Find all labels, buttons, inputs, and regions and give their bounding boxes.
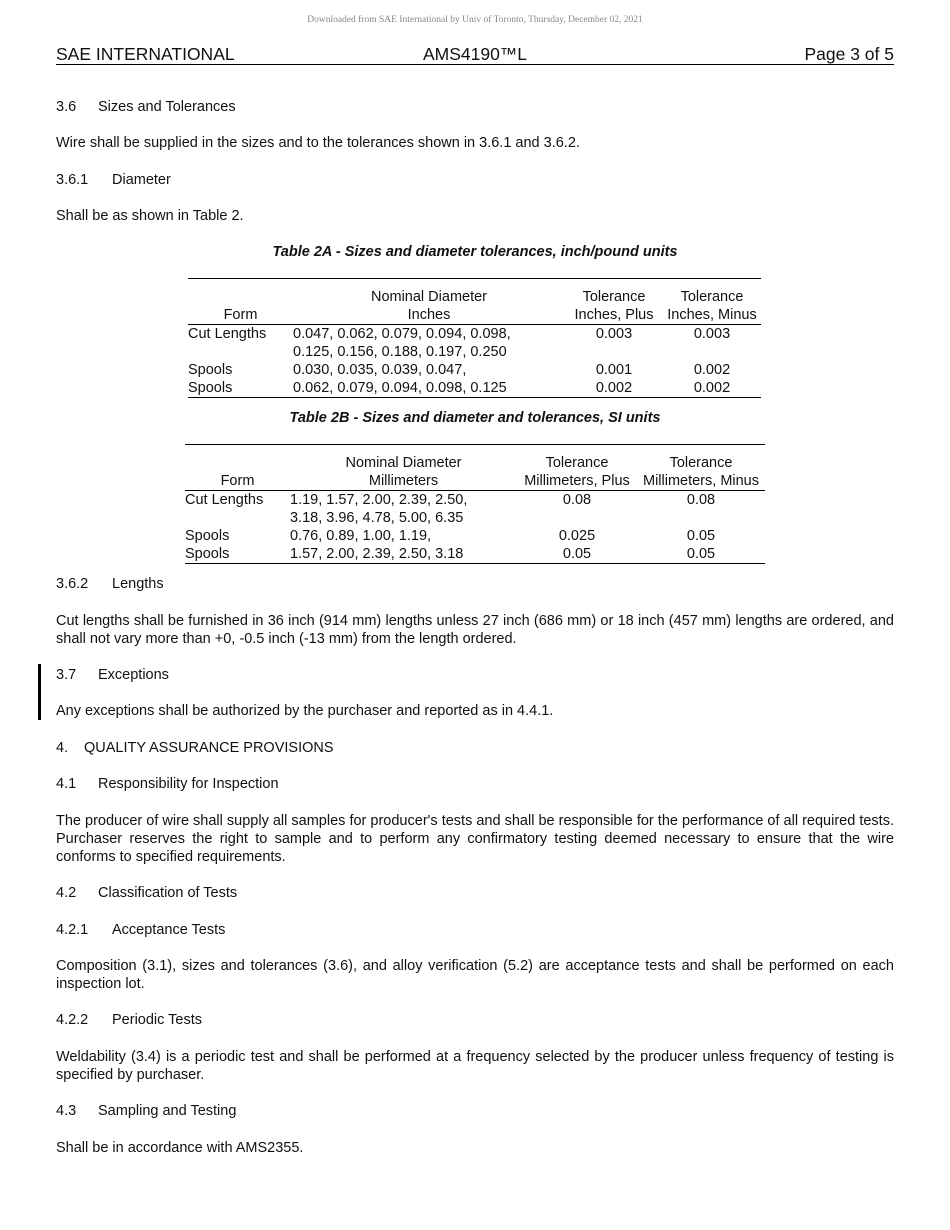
col-header-tol-plus: Tolerance: [582, 289, 646, 305]
heading-4-2-1: [56, 921, 894, 939]
tol-minus-cell: 0.05: [686, 528, 716, 544]
form-cell: Cut Lengths: [185, 492, 264, 508]
col-header-diameter-unit: Inches: [293, 306, 565, 325]
diameter-cell: 1.57, 2.00, 2.39, 2.50, 3.18: [290, 545, 517, 564]
download-watermark: Downloaded from SAE International by Univ of Toronto, Thursday, December 02, 2021: [307, 15, 643, 25]
section-number: 4.2: [56, 885, 77, 901]
tol-plus-cell: 0.001: [595, 362, 633, 378]
diameter-cell: 0.030, 0.035, 0.039, 0.047,: [293, 362, 467, 378]
section-title: Periodic Tests: [112, 1012, 202, 1028]
diameter-cell: 1.19, 1.57, 2.00, 2.39, 2.50, 3.18, 3.96, 4.78, 5.00, 6.35: [290, 492, 468, 526]
form-cell: Spools: [188, 379, 293, 398]
form-cell: Spools: [185, 545, 290, 564]
section-title: QUALITY ASSURANCE PROVISIONS: [84, 740, 334, 756]
section-number: 4.3: [56, 1103, 77, 1119]
revision-change-bar: [38, 664, 41, 720]
tol-plus-cell: 0.003: [595, 326, 633, 342]
tol-plus-cell: 0.08: [562, 492, 592, 508]
section-title: Diameter: [112, 172, 171, 188]
section-title: Sizes and Tolerances: [98, 99, 236, 115]
section-title: Exceptions: [98, 667, 169, 683]
form-cell: Spools: [185, 528, 230, 544]
page-header: [56, 44, 894, 65]
tol-plus-cell: 0.05: [517, 545, 637, 564]
col-header-form: Form: [188, 306, 293, 325]
section-title: Responsibility for Inspection: [98, 776, 279, 792]
tol-minus-cell: 0.05: [637, 545, 765, 564]
heading-3-6-1: [56, 171, 894, 189]
form-cell: Cut Lengths: [188, 326, 267, 342]
para-3-6: Wire shall be supplied in the sizes and to the tolerances shown in 3.6.1 and 3.6.2.: [56, 135, 580, 151]
table-row: [188, 325, 761, 362]
section-number: 4.: [56, 740, 69, 756]
col-header-tol-minus-unit: Inches, Minus: [663, 306, 761, 325]
heading-4-2-2: [56, 1011, 894, 1029]
col-header-tol-minus: Tolerance: [669, 455, 733, 471]
section-number: 3.6.2: [56, 576, 89, 592]
table-row: [185, 527, 765, 545]
col-header-diameter-unit: Millimeters: [290, 472, 517, 491]
tol-plus-cell: 0.025: [558, 528, 596, 544]
col-header-tol-minus-unit: Millimeters, Minus: [637, 472, 765, 491]
heading-4: [56, 739, 894, 757]
heading-3-6: [56, 98, 894, 116]
para-4-2-1: Composition (3.1), sizes and tolerances (3.6), and alloy verification (5.2) are acceptance tests and shall be performed on each inspection lot.: [56, 958, 894, 992]
heading-4-2: [56, 884, 894, 902]
tol-minus-cell: 0.08: [686, 492, 716, 508]
tol-minus-cell: 0.003: [693, 326, 731, 342]
form-cell: Spools: [188, 362, 233, 378]
table-row: [188, 379, 761, 398]
section-title: Sampling and Testing: [98, 1103, 237, 1119]
tol-plus-cell: 0.002: [565, 379, 663, 398]
table-row: [188, 361, 761, 379]
section-title: Acceptance Tests: [112, 922, 226, 938]
col-header-tol-plus-unit: Inches, Plus: [565, 306, 663, 325]
section-title: Lengths: [112, 576, 164, 592]
col-header-tol-minus: Tolerance: [680, 289, 744, 305]
heading-3-7: [56, 666, 894, 684]
section-number: 3.7: [56, 667, 77, 683]
section-number: 3.6: [56, 99, 77, 115]
table-row: [185, 491, 765, 528]
table-2a: [188, 278, 761, 398]
section-number: 4.2.1: [56, 922, 89, 938]
para-3-6-2: Cut lengths shall be furnished in 36 inch (914 mm) lengths unless 27 inch (686 mm) or 18 inch (457 mm) lengths are ordered, and shall not vary more than +0, -0.5 inch (-13 mm) from the length ordered.: [56, 613, 894, 647]
col-header-tol-plus-unit: Millimeters, Plus: [517, 472, 637, 491]
publisher-name: SAE INTERNATIONAL: [56, 44, 235, 64]
heading-4-1: [56, 775, 894, 793]
tol-minus-cell: 0.002: [693, 362, 731, 378]
tol-minus-cell: 0.002: [663, 379, 761, 398]
para-3-6-1: Shall be as shown in Table 2.: [56, 208, 244, 224]
section-number: 3.6.1: [56, 172, 89, 188]
section-number: 4.1: [56, 776, 77, 792]
table-2a-caption: Table 2A - Sizes and diameter tolerances, inch/pound units: [272, 244, 678, 260]
diameter-cell: 0.76, 0.89, 1.00, 1.19,: [290, 528, 432, 544]
para-4-3: Shall be in accordance with AMS2355.: [56, 1140, 304, 1156]
col-header-diameter: Nominal Diameter: [370, 289, 488, 305]
table-row: [185, 545, 765, 564]
col-header-form: Form: [185, 472, 290, 491]
document-number: AMS4190™L: [422, 44, 528, 64]
para-4-1: The producer of wire shall supply all samples for producer's tests and shall be responsible for the performance of all required tests. Purchaser reserves the right to sample and to perform any confirmatory testing deemed necessary to ensure that the wire conforms to specified requirements.: [56, 813, 894, 865]
heading-4-3: [56, 1102, 894, 1120]
section-number: 4.2.2: [56, 1012, 89, 1028]
diameter-cell: 0.047, 0.062, 0.079, 0.094, 0.098, 0.125, 0.156, 0.188, 0.197, 0.250: [293, 326, 511, 360]
diameter-cell: 0.062, 0.079, 0.094, 0.098, 0.125: [293, 379, 565, 398]
para-3-7: Any exceptions shall be authorized by the purchaser and reported as in 4.4.1.: [56, 703, 554, 719]
heading-3-6-2: [56, 575, 894, 593]
para-4-2-2: Weldability (3.4) is a periodic test and shall be performed at a frequency selected by the producer unless frequency of testing is specified by purchaser.: [56, 1049, 894, 1083]
section-title: Classification of Tests: [98, 885, 238, 901]
page-number: Page 3 of 5: [804, 44, 894, 64]
col-header-diameter: Nominal Diameter: [345, 455, 462, 471]
table-2b-caption: Table 2B - Sizes and diameter and tolerances, SI units: [289, 410, 661, 426]
col-header-tol-plus: Tolerance: [545, 455, 609, 471]
table-2b: [185, 444, 765, 564]
